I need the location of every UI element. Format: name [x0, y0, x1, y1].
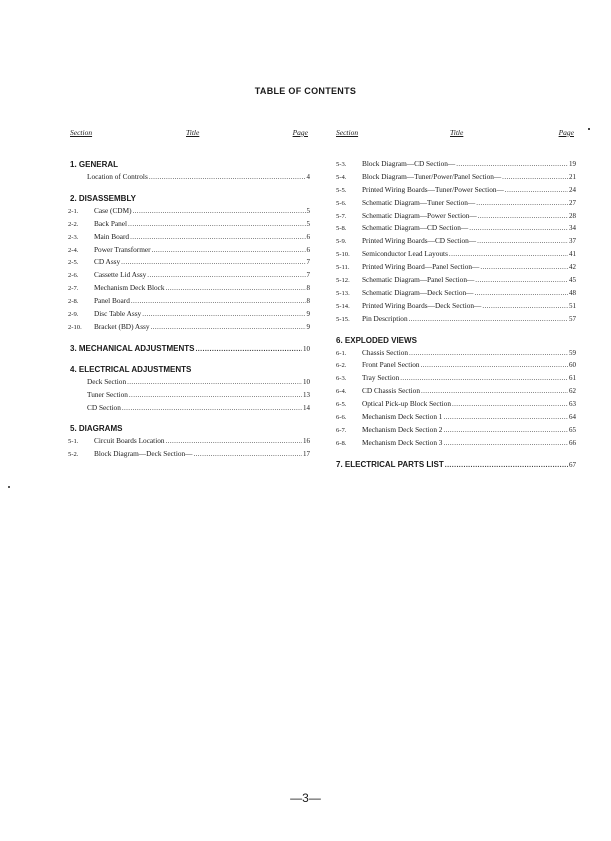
entry-number: 2-3.	[68, 233, 79, 241]
entry-title: Mechanism Deck Section 2	[362, 424, 443, 434]
dot-leader	[409, 347, 568, 360]
dot-leader	[505, 184, 568, 197]
page-ref: 64	[569, 413, 576, 422]
toc-entry	[70, 171, 310, 184]
entry-number: 5-8.	[336, 225, 347, 233]
entry-title: Printed Wiring Boards—Deck Section—	[362, 300, 482, 310]
dot-leader	[409, 313, 568, 326]
page-ref: 61	[569, 374, 576, 383]
page-ref: 7	[306, 271, 310, 280]
dot-leader	[469, 222, 568, 235]
dot-leader	[195, 343, 302, 356]
page-ref: 5	[306, 206, 310, 215]
dot-leader	[443, 437, 568, 450]
dot-leader	[127, 376, 302, 389]
toc-group	[70, 158, 310, 184]
page-ref: 42	[569, 263, 576, 272]
page-ref: 8	[306, 297, 310, 306]
entry-number: 6-4.	[336, 388, 347, 396]
entry-title: Block Diagram—CD Section—	[362, 159, 456, 168]
dot-leader	[166, 435, 302, 448]
section-heading	[70, 158, 310, 171]
entry-title: Schematic Diagram—Power Section—	[362, 210, 477, 220]
page-ref: 14	[303, 403, 310, 412]
entry-title: Location of Controls	[87, 172, 148, 181]
entry-number: 5-14.	[336, 302, 350, 310]
toc-entry	[70, 218, 310, 231]
entry-title: Mechanism Deck Section 1	[362, 412, 443, 422]
entry-title: Circuit Boards Location	[94, 436, 165, 446]
toc-entry	[70, 448, 310, 461]
toc-entry	[336, 398, 576, 411]
entry-title: Deck Section	[87, 376, 127, 386]
toc-entry	[70, 256, 310, 269]
page-ref: 4	[306, 173, 310, 181]
entry-number: 6-5.	[336, 401, 347, 409]
toc-group	[70, 192, 310, 334]
page-ref: 51	[569, 301, 576, 310]
header-title: Title	[450, 128, 464, 137]
page-ref: 19	[569, 160, 576, 168]
section-heading-text: 4. ELECTRICAL ADJUSTMENTS	[70, 364, 192, 374]
toc-entry	[70, 376, 310, 389]
dot-leader	[475, 274, 568, 287]
entry-title: Mechanism Deck Block	[94, 283, 165, 293]
entry-title: Case (CDM)	[94, 205, 132, 215]
section-heading	[336, 458, 576, 471]
page-ref: 16	[303, 437, 310, 446]
toc-entry	[70, 308, 310, 321]
page-ref: 9	[306, 322, 310, 331]
toc-entry	[70, 295, 310, 308]
page-ref: 41	[569, 250, 576, 259]
dot-leader	[443, 424, 568, 437]
toc-entry	[336, 184, 576, 197]
dot-leader	[128, 218, 305, 231]
entry-number: 5-9.	[336, 238, 347, 246]
toc-entry	[336, 248, 576, 261]
section-heading	[70, 342, 310, 355]
entry-title: Tuner Section	[87, 389, 128, 399]
entry-title: Pin Description	[362, 313, 408, 323]
entry-title: Semiconductor Lead Layouts	[362, 249, 448, 259]
page-ref: 27	[569, 198, 576, 207]
toc-entry	[70, 231, 310, 244]
entry-number: 5-3.	[336, 161, 347, 168]
toc-entry	[336, 359, 576, 372]
dot-leader	[482, 300, 568, 313]
toc-group	[336, 334, 576, 450]
entry-number: 2-2.	[68, 220, 79, 228]
section-heading-text: 5. DIAGRAMS	[70, 424, 123, 434]
dot-leader	[149, 171, 306, 184]
entry-title: Block Diagram—Deck Section—	[94, 449, 193, 459]
page-ref: 7	[306, 258, 310, 267]
dot-leader	[421, 359, 568, 372]
entry-number: 5-1.	[68, 438, 79, 446]
dot-leader	[474, 287, 568, 300]
toc-group	[70, 422, 310, 461]
entry-number: 5-7.	[336, 212, 347, 220]
page-ref: 66	[569, 438, 576, 447]
dot-leader	[477, 235, 568, 248]
toc-entry	[70, 269, 310, 282]
entry-title: Printed Wiring Boards—Tuner/Power Section—	[362, 184, 504, 194]
entry-title: Schematic Diagram—CD Section—	[362, 223, 469, 233]
header-section: Section	[70, 128, 93, 137]
entry-number: 2-5.	[68, 259, 79, 267]
entry-title: Front Panel Section	[362, 360, 420, 370]
dot-leader	[131, 295, 306, 308]
page-number: —3—	[290, 791, 321, 805]
entry-title: CD Assy	[94, 257, 121, 267]
entry-number: 2-9.	[68, 311, 79, 319]
entry-title: CD Chassis Section	[362, 386, 420, 396]
dot-leader	[129, 389, 302, 402]
toc-entry	[336, 235, 576, 248]
page-ref: 13	[303, 390, 310, 399]
dot-leader	[476, 197, 568, 210]
entry-title: Tray Section	[362, 373, 400, 383]
column-header	[336, 128, 576, 158]
page-ref: 9	[306, 310, 310, 319]
page-ref: 57	[569, 314, 576, 323]
header-page: Page	[292, 128, 308, 137]
entry-number: 6-3.	[336, 375, 347, 383]
toc-group	[336, 458, 576, 471]
toc-entry	[336, 222, 576, 235]
entry-number: 2-6.	[68, 272, 79, 280]
toc-entry	[336, 171, 576, 184]
entry-title: Schematic Diagram—Deck Section—	[362, 287, 474, 297]
entry-number: 5-2.	[68, 451, 79, 459]
entry-number: 2-8.	[68, 298, 79, 306]
toc-entry	[336, 300, 576, 313]
page-ref: 60	[569, 361, 576, 370]
entry-number: 5-11.	[336, 264, 350, 272]
dot-leader	[443, 411, 568, 424]
page-ref: 8	[306, 284, 310, 293]
section-heading-text: 1. GENERAL	[70, 160, 119, 169]
toc-column-left	[70, 128, 310, 461]
entry-title: Printed Wiring Board—Panel Section—	[362, 262, 480, 272]
header-title: Title	[186, 128, 200, 137]
section-heading-text: 6. EXPLODED VIEWS	[336, 335, 417, 345]
section-heading-text: 2. DISASSEMBLY	[70, 193, 136, 203]
entry-number: 5-12.	[336, 277, 350, 285]
section-heading	[70, 363, 310, 376]
dot-leader	[147, 269, 305, 282]
page-ref: 21	[569, 172, 576, 181]
toc-groups-left	[70, 158, 310, 461]
entry-title: Schematic Diagram—Panel Section—	[362, 275, 475, 285]
page-ref: 5	[306, 219, 310, 228]
page-ref: 45	[569, 276, 576, 285]
toc-entry	[336, 274, 576, 287]
toc-entry	[336, 411, 576, 424]
entry-number: 5-15.	[336, 315, 350, 323]
column-header	[70, 128, 310, 158]
toc-entry	[336, 261, 576, 274]
dot-leader	[151, 321, 306, 334]
dot-leader	[478, 210, 568, 223]
toc-entry	[336, 158, 576, 171]
page-ref: 6	[306, 232, 310, 241]
page-ref: 67	[569, 460, 576, 469]
toc-entry	[336, 210, 576, 223]
dot-leader	[166, 282, 306, 295]
entry-title: Cassette Lid Assy	[94, 270, 147, 280]
entry-number: 6-8.	[336, 439, 347, 447]
page-ref: 62	[569, 387, 576, 396]
entry-number: 5-13.	[336, 289, 350, 297]
dot-leader	[400, 372, 568, 385]
toc-entry	[70, 435, 310, 448]
page-ref: 34	[569, 224, 576, 233]
entry-number: 2-7.	[68, 285, 79, 293]
entry-number: 5-4.	[336, 173, 347, 181]
dot-leader	[152, 244, 306, 257]
page-title: TABLE OF CONTENTS	[254, 86, 357, 96]
dot-leader	[121, 256, 305, 269]
toc-entry	[336, 287, 576, 300]
toc-entry	[70, 402, 310, 415]
entry-title: Optical Pick-up Block Section	[362, 399, 451, 409]
toc-group	[70, 363, 310, 415]
entry-number: 6-7.	[336, 426, 347, 434]
page-ref: 24	[569, 185, 576, 194]
toc-entry	[336, 385, 576, 398]
toc-entry	[336, 437, 576, 450]
toc-groups-right	[336, 158, 576, 471]
dot-leader	[456, 158, 568, 171]
dot-leader	[502, 171, 568, 184]
page-ref: 10	[303, 344, 310, 353]
entry-number: 2-4.	[68, 246, 79, 254]
entry-title: Disc Table Assy	[94, 309, 142, 319]
dot-leader	[445, 459, 568, 472]
entry-title: Block Diagram—Tuner/Power/Panel Section—	[362, 171, 502, 181]
toc-entry	[70, 282, 310, 295]
toc-entry	[70, 389, 310, 402]
dot-leader	[142, 308, 305, 321]
entry-title: Mechanism Deck Section 3	[362, 437, 443, 447]
page-ref: 6	[306, 245, 310, 254]
entry-number: 6-2.	[336, 362, 347, 370]
section-heading-text: 3. MECHANICAL ADJUSTMENTS	[70, 343, 195, 353]
dot-leader	[130, 231, 305, 244]
page-ref: 48	[569, 288, 576, 297]
entry-title: Main Board	[94, 231, 130, 241]
page-ref: 28	[569, 211, 576, 220]
scan-mark	[588, 128, 590, 130]
entry-title: Panel Board	[94, 296, 130, 306]
entry-number: 2-1.	[68, 207, 79, 215]
entry-number: 2-10.	[68, 323, 82, 331]
entry-title: CD Section	[87, 402, 121, 412]
toc-entry	[336, 372, 576, 385]
entry-number: 5-6.	[336, 199, 347, 207]
toc-group	[336, 158, 576, 326]
toc-entry	[70, 205, 310, 218]
entry-number: 6-6.	[336, 414, 347, 422]
section-heading	[70, 192, 310, 205]
entry-number: 5-10.	[336, 251, 350, 259]
dot-leader	[421, 385, 568, 398]
header-page: Page	[558, 128, 574, 137]
page-ref: 65	[569, 425, 576, 434]
toc-entry	[336, 347, 576, 360]
dot-leader	[480, 261, 568, 274]
toc-entry	[336, 197, 576, 210]
page-ref: 59	[569, 348, 576, 357]
entry-number: 5-5.	[336, 186, 347, 194]
section-heading	[336, 334, 576, 347]
header-section: Section	[336, 128, 359, 137]
dot-leader	[133, 205, 306, 218]
toc-entry	[70, 321, 310, 334]
page-ref: 17	[303, 450, 310, 459]
entry-number: 6-1.	[336, 349, 347, 357]
toc-entry	[70, 244, 310, 257]
page-ref: 10	[303, 377, 310, 386]
toc-entry	[336, 313, 576, 326]
scan-mark	[8, 486, 10, 488]
entry-title: Schematic Diagram—Tuner Section—	[362, 197, 476, 207]
toc-entry	[336, 424, 576, 437]
dot-leader	[449, 248, 568, 261]
toc-column-right	[336, 128, 576, 471]
entry-title: Bracket (BD) Assy	[94, 321, 150, 331]
toc-group	[70, 342, 310, 355]
page-ref: 63	[569, 400, 576, 409]
section-heading-text: 7. ELECTRICAL PARTS LIST	[336, 459, 444, 469]
dot-leader	[452, 398, 568, 411]
dot-leader	[193, 448, 302, 461]
dot-leader	[122, 402, 302, 415]
entry-title: Power Transformer	[94, 244, 151, 254]
entry-title: Printed Wiring Boards—CD Section—	[362, 236, 477, 246]
entry-title: Back Panel	[94, 218, 128, 228]
page-ref: 37	[569, 237, 576, 246]
entry-title: Chassis Section	[362, 347, 409, 357]
section-heading	[70, 422, 310, 435]
